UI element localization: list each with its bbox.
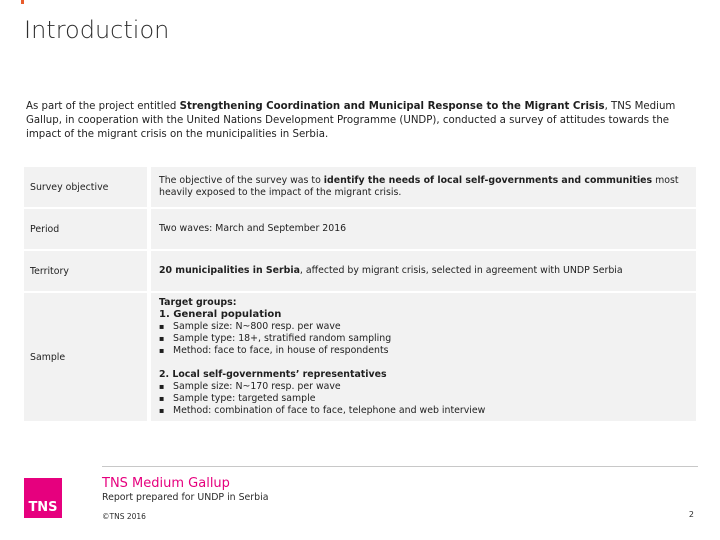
- project-name: Strengthening Coordination and Municipal Response to the Migrant Crisis: [179, 101, 605, 112]
- footer-divider: [102, 466, 698, 467]
- row-value-territory: 20 municipalities in Serbia, affected by migrant crisis, selected in agreement with UNDP Serbia: [151, 251, 696, 293]
- page-title: Introduction: [24, 16, 170, 44]
- row-value-period: Two waves: March and September 2016: [151, 209, 696, 251]
- target-groups-heading: Target groups:: [159, 297, 237, 308]
- report-subtitle: Report prepared for UNDP in Serbia: [102, 492, 269, 503]
- table-row: [24, 293, 696, 423]
- group2-title: 2. Local self-governments’ representatives: [159, 369, 387, 380]
- page-number: 2: [688, 510, 694, 519]
- row-value-objective: The objective of the survey was to identify the needs of local self-governments and communities most heavily exposed to the impact of the migrant crisis.: [151, 167, 696, 209]
- row-label-sample: Sample: [24, 293, 147, 423]
- table-row: [24, 251, 696, 293]
- list-item: ▪ Method: combination of face to face, telephone and web interview: [159, 405, 690, 417]
- intro-paragraph: As part of the project entitled Strengthening Coordination and Municipal Response to the Migrant Crisis, TNS Medium Gallup, in cooperation with the United Nations Development Programme (UNDP), conducted a survey of attitudes towards the impact of the migrant crisis on the municipalities in Serbia.: [26, 101, 676, 140]
- list-item: ▪ Method: face to face, in house of respondents: [159, 345, 690, 357]
- survey-info-table: [24, 167, 696, 423]
- row-label-period: Period: [24, 209, 147, 251]
- tns-logo: TNS: [24, 478, 62, 518]
- table-row: [24, 167, 696, 209]
- list-item: ▪ Sample type: 18+, stratified random sampling: [159, 333, 690, 345]
- list-item: ▪ Sample size: N~800 resp. per wave: [159, 321, 690, 333]
- table-row: [24, 209, 696, 251]
- row-value-sample: [151, 293, 696, 423]
- copyright: ©TNS 2016: [102, 512, 146, 521]
- group1-title: 1. General population: [159, 309, 282, 320]
- group2-list: [159, 381, 690, 417]
- list-item: ▪ Sample size: N~170 resp. per wave: [159, 381, 690, 393]
- list-item: ▪ Sample type: targeted sample: [159, 393, 690, 405]
- group1-list: [159, 321, 690, 357]
- row-label-territory: Territory: [24, 251, 147, 293]
- row-label-objective: Survey objective: [24, 167, 147, 209]
- company-name: TNS Medium Gallup: [102, 476, 230, 491]
- corner-mark: [21, 0, 24, 4]
